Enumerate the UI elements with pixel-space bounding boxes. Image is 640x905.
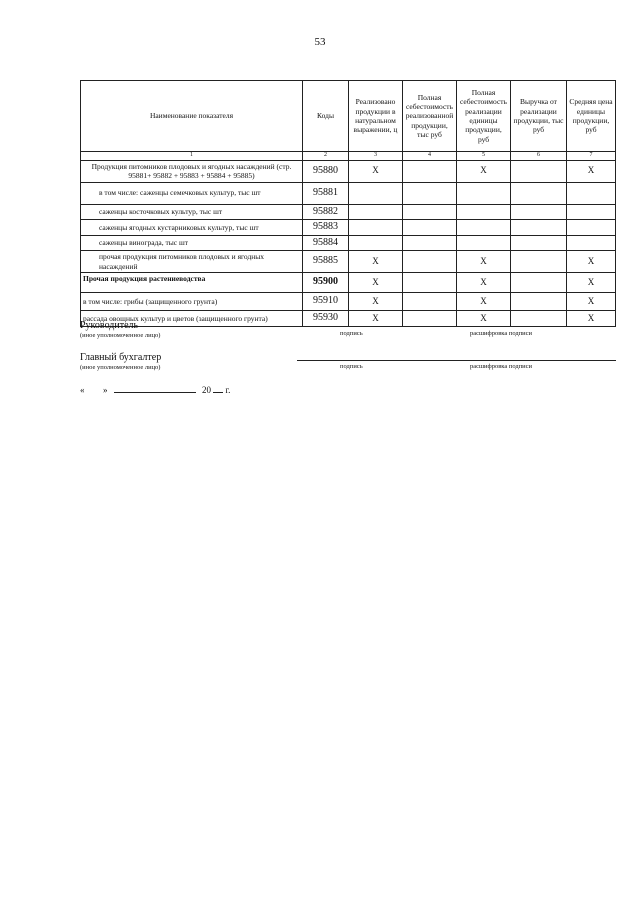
row-value [567, 204, 616, 220]
head-signature-line [297, 326, 616, 327]
table-row [81, 182, 616, 204]
table-row [81, 220, 616, 236]
row-value [349, 235, 403, 251]
row-value [567, 220, 616, 236]
row-value [349, 220, 403, 236]
row-value: Х [567, 293, 616, 311]
table-row [81, 204, 616, 220]
header-natural-volume: Реализовано продукции в натуральном выражении, ц [349, 81, 403, 152]
row-value: Х [457, 311, 511, 327]
row-value [511, 160, 567, 182]
row-value [457, 235, 511, 251]
row-value [511, 220, 567, 236]
report-table [80, 80, 616, 327]
row-name: в том числе: грибы (защищенного грунта) [81, 293, 303, 311]
row-value [511, 204, 567, 220]
date-year-prefix: 20 [202, 385, 211, 395]
row-value: Х [349, 311, 403, 327]
accountant-signature-block [80, 352, 620, 376]
date-line [80, 384, 230, 395]
accountant-subtitle: (иное уполномоченное лицо) [80, 364, 161, 371]
row-value: Х [457, 251, 511, 273]
header-codes: Коды [303, 81, 349, 152]
row-value [567, 182, 616, 204]
head-subtitle: (иное уполномоченное лицо) [80, 332, 161, 339]
row-code: 95884 [303, 235, 349, 251]
row-name: в том числе: саженцы семечковых культур, тыс шт [81, 182, 303, 204]
table-row [81, 235, 616, 251]
header-full-cost: Полная себестоимость реализованной продукции, тыс руб [403, 81, 457, 152]
accountant-decoding-caption: расшифровка подписи [470, 363, 533, 370]
row-value: Х [349, 160, 403, 182]
row-value: Х [457, 293, 511, 311]
accountant-title: Главный бухгалтер [80, 352, 162, 363]
date-close-quote: » [103, 385, 108, 395]
row-value [511, 273, 567, 293]
row-value [349, 182, 403, 204]
row-value [403, 293, 457, 311]
row-value [403, 204, 457, 220]
date-year-blank [213, 384, 223, 393]
column-number: 5 [457, 152, 511, 161]
header-unit-cost: Полная себестоимость реализации единицы продукции, руб [457, 81, 511, 152]
row-value: Х [349, 293, 403, 311]
header-name: Наименование показателя [81, 81, 303, 152]
column-number: 2 [303, 152, 349, 161]
row-code: 95883 [303, 220, 349, 236]
accountant-signature-line [297, 360, 616, 361]
column-number: 4 [403, 152, 457, 161]
date-year-suffix: г. [225, 385, 231, 395]
row-value [403, 235, 457, 251]
row-value: Х [567, 251, 616, 273]
row-value [511, 293, 567, 311]
row-value [349, 204, 403, 220]
row-value [511, 235, 567, 251]
row-value [457, 204, 511, 220]
row-value: Х [567, 273, 616, 293]
row-value [457, 182, 511, 204]
head-signature-caption: подпись [340, 330, 363, 337]
page-number: 53 [314, 36, 326, 48]
row-name: саженцы косточковых культур, тыс шт [81, 204, 303, 220]
column-number: 3 [349, 152, 403, 161]
table-row [81, 160, 616, 182]
row-value [403, 182, 457, 204]
table-row [81, 273, 616, 293]
row-value: Х [349, 251, 403, 273]
row-value [511, 182, 567, 204]
row-value: Х [349, 273, 403, 293]
row-name: Продукция питомников плодовых и ягодных насаждений (стр. 95881+ 95882 + 95883 + 95884 + 95885) [81, 160, 303, 182]
row-code: 95910 [303, 293, 349, 311]
row-value [403, 251, 457, 273]
header-row [81, 81, 616, 152]
row-code: 95930 [303, 311, 349, 327]
row-value [403, 220, 457, 236]
column-number: 7 [567, 152, 616, 161]
row-name: Прочая продукция растениеводства [81, 273, 303, 293]
row-value [457, 220, 511, 236]
row-code: 95881 [303, 182, 349, 204]
table-row [81, 293, 616, 311]
column-number-row [81, 152, 616, 161]
date-open-quote: « [80, 385, 85, 395]
row-name: прочая продукция питомников плодовых и ягодных насаждений [81, 251, 303, 273]
column-number: 1 [81, 152, 303, 161]
row-value: Х [567, 160, 616, 182]
row-code: 95880 [303, 160, 349, 182]
row-value [511, 251, 567, 273]
row-value: Х [457, 273, 511, 293]
head-signature-block [80, 320, 620, 344]
head-title: Руководитель [80, 320, 139, 331]
row-value [403, 273, 457, 293]
header-avg-price: Средняя цена единицы продукции, руб [567, 81, 616, 152]
row-value: Х [567, 311, 616, 327]
row-name: саженцы винограда, тыс шт [81, 235, 303, 251]
row-value: Х [457, 160, 511, 182]
column-number: 6 [511, 152, 567, 161]
row-name: рассада овощных культур и цветов (защищенного грунта) [81, 311, 303, 327]
accountant-signature-caption: подпись [340, 363, 363, 370]
row-value [403, 160, 457, 182]
row-name: саженцы ягодных кустарниковых культур, тыс шт [81, 220, 303, 236]
row-value [567, 235, 616, 251]
date-month-blank [114, 384, 196, 393]
row-code: 95882 [303, 204, 349, 220]
table-row [81, 251, 616, 273]
head-decoding-caption: расшифровка подписи [470, 330, 533, 337]
row-code: 95885 [303, 251, 349, 273]
header-revenue: Выручка от реализации продукции, тыс руб [511, 81, 567, 152]
row-code: 95900 [303, 273, 349, 293]
